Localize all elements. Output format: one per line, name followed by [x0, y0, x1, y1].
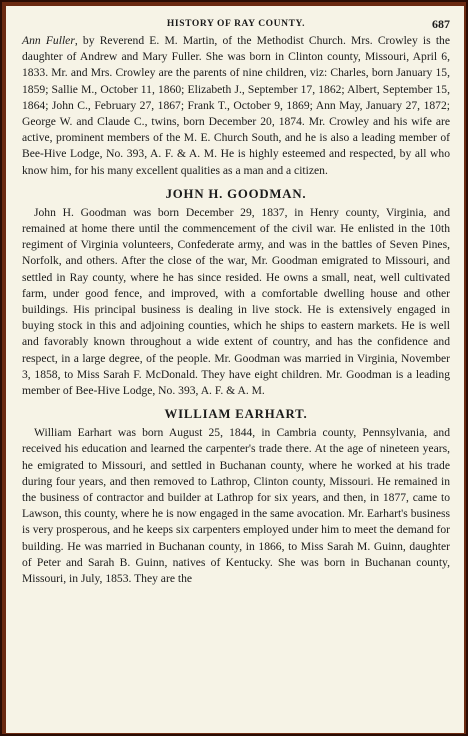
page-number: 687 — [432, 17, 450, 31]
running-title: HISTORY OF RAY COUNTY. — [166, 19, 306, 29]
lead-italic-name: Ann Fuller — [22, 34, 75, 47]
crowley-paragraph — [22, 33, 450, 179]
running-head — [22, 15, 450, 33]
section-heading-goodman: JOHN H. GOODMAN. — [165, 186, 307, 201]
section-heading-earhart: WILLIAM EARHART. — [164, 407, 308, 422]
crowley-text: , by Reverend E. M. Martin, of the Methodist Church. Mrs. Crowley is the daughter of Andrew and Mary Fuller. She was born in Clinton county, Missouri, April 6, 1833. Mr. and Mrs. Crowley are the parents of nine children, viz: Charles, born January 15, 1859; Sallie M., October 11, 1860; Elizabeth J., September 17, 1862; Albert, September 15, 1864; John C., February 27, 1867; Frank T., October 9, 1869; Ann May, January 27, 1872; George W. and Claude C., twins, born December 20, 1874. Mr. Crowley and his wife are active, prominent members of the M. E. Church South, and he is also a leading member of Bee-Hive Lodge, No. 393, A. F. & A. M. He is highly esteemed and respected, by all who know him, for his many excellent qualities as a man and a citizen. — [22, 34, 450, 177]
goodman-paragraph: John H. Goodman was born December 29, 1837, in Henry county, Virginia, and remained at home there until the commencement of the civil war. He enlisted in the 10th regiment of Virginia volunteers, Confederate army, and was in the battles of Seven Pines, Norfolk, and others. After the close of the war, Mr. Goodman emigrated to Missouri, and settled in Ray county, where he has since resided. He owns a small, neat, well cultivated farm, under good fence, and improved, with a comfortable dwelling house and other buildings. His principal business is dealing in live stock. He is extensively engaged in buying stock in this and adjoining counties, which he ships to eastern markets. He is well and favorably known throughout a wide extent of country, and has the confidence and respect, in a large degree, of the people. Mr. Goodman was married in Virginia, November 3, 1858, to Miss Sarah F. McDonald. They have eight children. Mr. Goodman is a leading member of Bee-Hive Lodge, No. 393, A. F. & A. M. — [22, 205, 450, 398]
book-page — [6, 6, 464, 733]
earhart-paragraph: William Earhart was born August 25, 1844, in Cambria county, Pennsylvania, and received his education and learned the carpenter's trade there. At the age of nineteen years, he emigrated to Missouri, and settled in Buchanan county, where he worked at his trade during four years, and then removed to Lathrop, Clinton county, Missouri. He remained in the business of contractor and builder at Lathrop for six years, and then, in 1877, came to Lawson, this county, where he is now engaged in the same avocation. Mr. Earhart's business is very prosperous, and he keeps six carpenters employed under him to meet the demand for building. He was married in Buchanan county, in 1866, to Miss Sarah M. Guinn, daughter of Peter and Sarah B. Guinn, natives of Kentucky. She was born in Buchanan county, Missouri, in July, 1853. They are the — [22, 426, 450, 586]
